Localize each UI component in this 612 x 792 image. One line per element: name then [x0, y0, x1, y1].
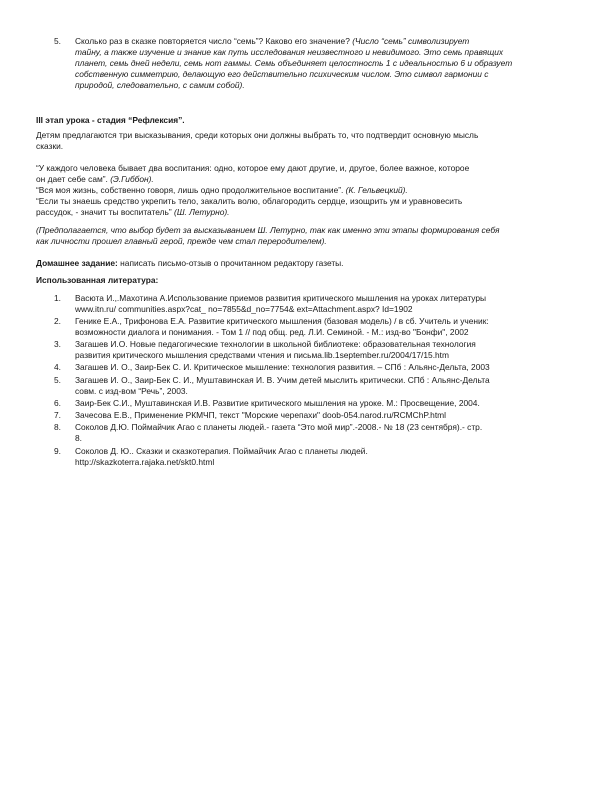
document-page: 5. Сколько раз в сказке повторяется число “семь”? Каково его значение? (Число “семь” символизирует тайну, а также изучение и знание как путь исследования неизвестного и невидимого. Это семь правящих планет, семь дней недели, семь нот гаммы. Семь объединяет целостность 1 с идеальностью 6 и образует собственную симметрию, делающую его действительно психическим числом. Это символ гармонии с природой, следовательно, с самим собой). III этап урока - стадия “Рефлексия”. Детям предлагаются три высказывания, среди которых они должны выбрать то, что подтвердит основную мысль сказки. “У каждого человека бывает два воспитания: одно, которое ему дают другие, и, другое, более важное, которое он дает себе сам”. (Э.Гиббон). “Вся моя жизнь, собственно говоря, лишь одно продолжительное воспитание”. (К. Гельвецкий). “Если ты знаешь средство укрепить тело, закалить волю, облагородить сердце, изощрить ум и уравновесить рассудок, - значит ты воспитатель” (Ш. Летурно). (Предполагается, что выбор будет за высказыванием Ш. Летурно, так как именно эти этапы формирования себя как личности прошел главный герой, прежде чем стал переродителем). Домашнее задание: написать письмо-отзыв о прочитанном редактору газеты. Использованная литература: 1. Васюта И.,.Махотина А.Использование приемов развития критического мышления на уроках литературы www.itn.ru/ communities.aspx?cat_ no=7855&d_no=7754& ext=Attachment.aspx? Id=1902 2. Генике Е.А., Трифонова Е.А. Развитие критического мышления (базовая модель) / в сб. Учитель и ученик: возможности диалога и понимания. - Том 1 // под общ. ред. Л.И. Семиной. - М.: изд-во "Бонфи", 2002 3. Загашев И.О. Новые педагогические технологии в школьной библиотеке: образовательная технология развития критического мышления средствами чтения и письма.lib.1september.ru/2004/17/15.htm 4. Загашев И. О., Заир-Бек С. И. Критическое мышление: технология развития. – СПб : Альянс-Дельта, 2003 5. Загашев И. О., Заир-Бек С. И., Муштавинская И. В. Учим детей мыслить критически. СПб : Альянс-Дельта совм. с изд-вом “Речь”, 2003. 6. Заир-Бек С.И., Муштавинская И.В. Развитие критического мышления на уроке. М.: Просвещение, 2004. 7. Зачесова Е.В., Применение РКМЧП, текст "Морские черепахи" doob-054.narod.ru/RCMChP.html 8. Соколов Д.Ю. Поймайчик Агао с планеты людей.- газета “Это мой мир”.-2008.- № 18 (23 сентября).- стр. 8. 9. Соколов Д. Ю.. Сказки и сказкотерапия. Поймайчик Агао с планеты людей. http://skazkoterra.rajaka.net/skt0.html	[0, 0, 612, 792]
question-5-line: Сколько раз в сказке повторяется число “семь”? Каково его значение? (Число “семь” символизирует	[75, 36, 470, 46]
references-heading: Использованная литература:	[36, 275, 159, 285]
question-5-number: 5.	[54, 36, 61, 46]
quote-2: “Вся моя жизнь, собственно говоря, лишь одно продолжительное воспитание”.	[36, 185, 346, 195]
stage-3-intro: Детям предлагаются три высказывания, среди которых они должны выбрать то, что подтвердит основную мысль сказки.	[36, 130, 479, 151]
quote-2-author: (К. Гельвецкий).	[345, 185, 408, 195]
quotes-block: “У каждого человека бывает два воспитания: одно, которое ему дают другие, и, другое, более важное, которое он дает себе сам”. (Э.Гиббон). “Вся моя жизнь, собственно говоря, лишь одно продолжительное воспитание”. (К. Гельвецкий). “Если ты знаешь средство укрепить тело, закалить волю, облагородить сердце, изощрить ум и уравновесить рассудок, - значит ты воспитатель” (Ш. Летурно).	[36, 163, 584, 218]
question-5-line: природой, следовательно, с самим собой).	[75, 80, 245, 90]
homework-text: написать письмо-отзыв о прочитанном редактору газеты.	[117, 258, 344, 268]
question-5-line: тайну, а также изучение и знание как путь исследования неизвестного и невидимого. Это семь правящих	[75, 47, 504, 57]
expected-choice-note: (Предполагается, что выбор будет за высказыванием Ш. Летурно, так как именно эти этапы формирования себя как личности прошел главный герой, прежде чем стал переродителем).	[36, 225, 500, 246]
quote-1: “У каждого человека бывает два воспитания: одно, которое ему дают другие, и, другое, более важное, которое	[36, 163, 470, 173]
question-5-line: планет, семь дней недели, семь нот гаммы. Семь объединяет целостность 1 с идеальностью 6 и образует	[75, 58, 513, 68]
homework	[36, 258, 584, 269]
question-5-text	[75, 36, 575, 91]
quote-3: “Если ты знаешь средство укрепить тело, закалить волю, облагородить сердце, изощрить ум и уравновесить	[36, 196, 463, 206]
quote-1-author: (Э.Гиббон).	[110, 174, 154, 184]
stage-3-heading: III этап урока - стадия “Рефлексия”.	[36, 115, 185, 125]
homework-label: Домашнее задание:	[36, 258, 118, 268]
question-5-line: собственную симметрию, делающую его действительно психическим числом. Это символ гармонии с	[75, 69, 489, 79]
quote-3-author: (Ш. Летурно).	[174, 207, 230, 217]
